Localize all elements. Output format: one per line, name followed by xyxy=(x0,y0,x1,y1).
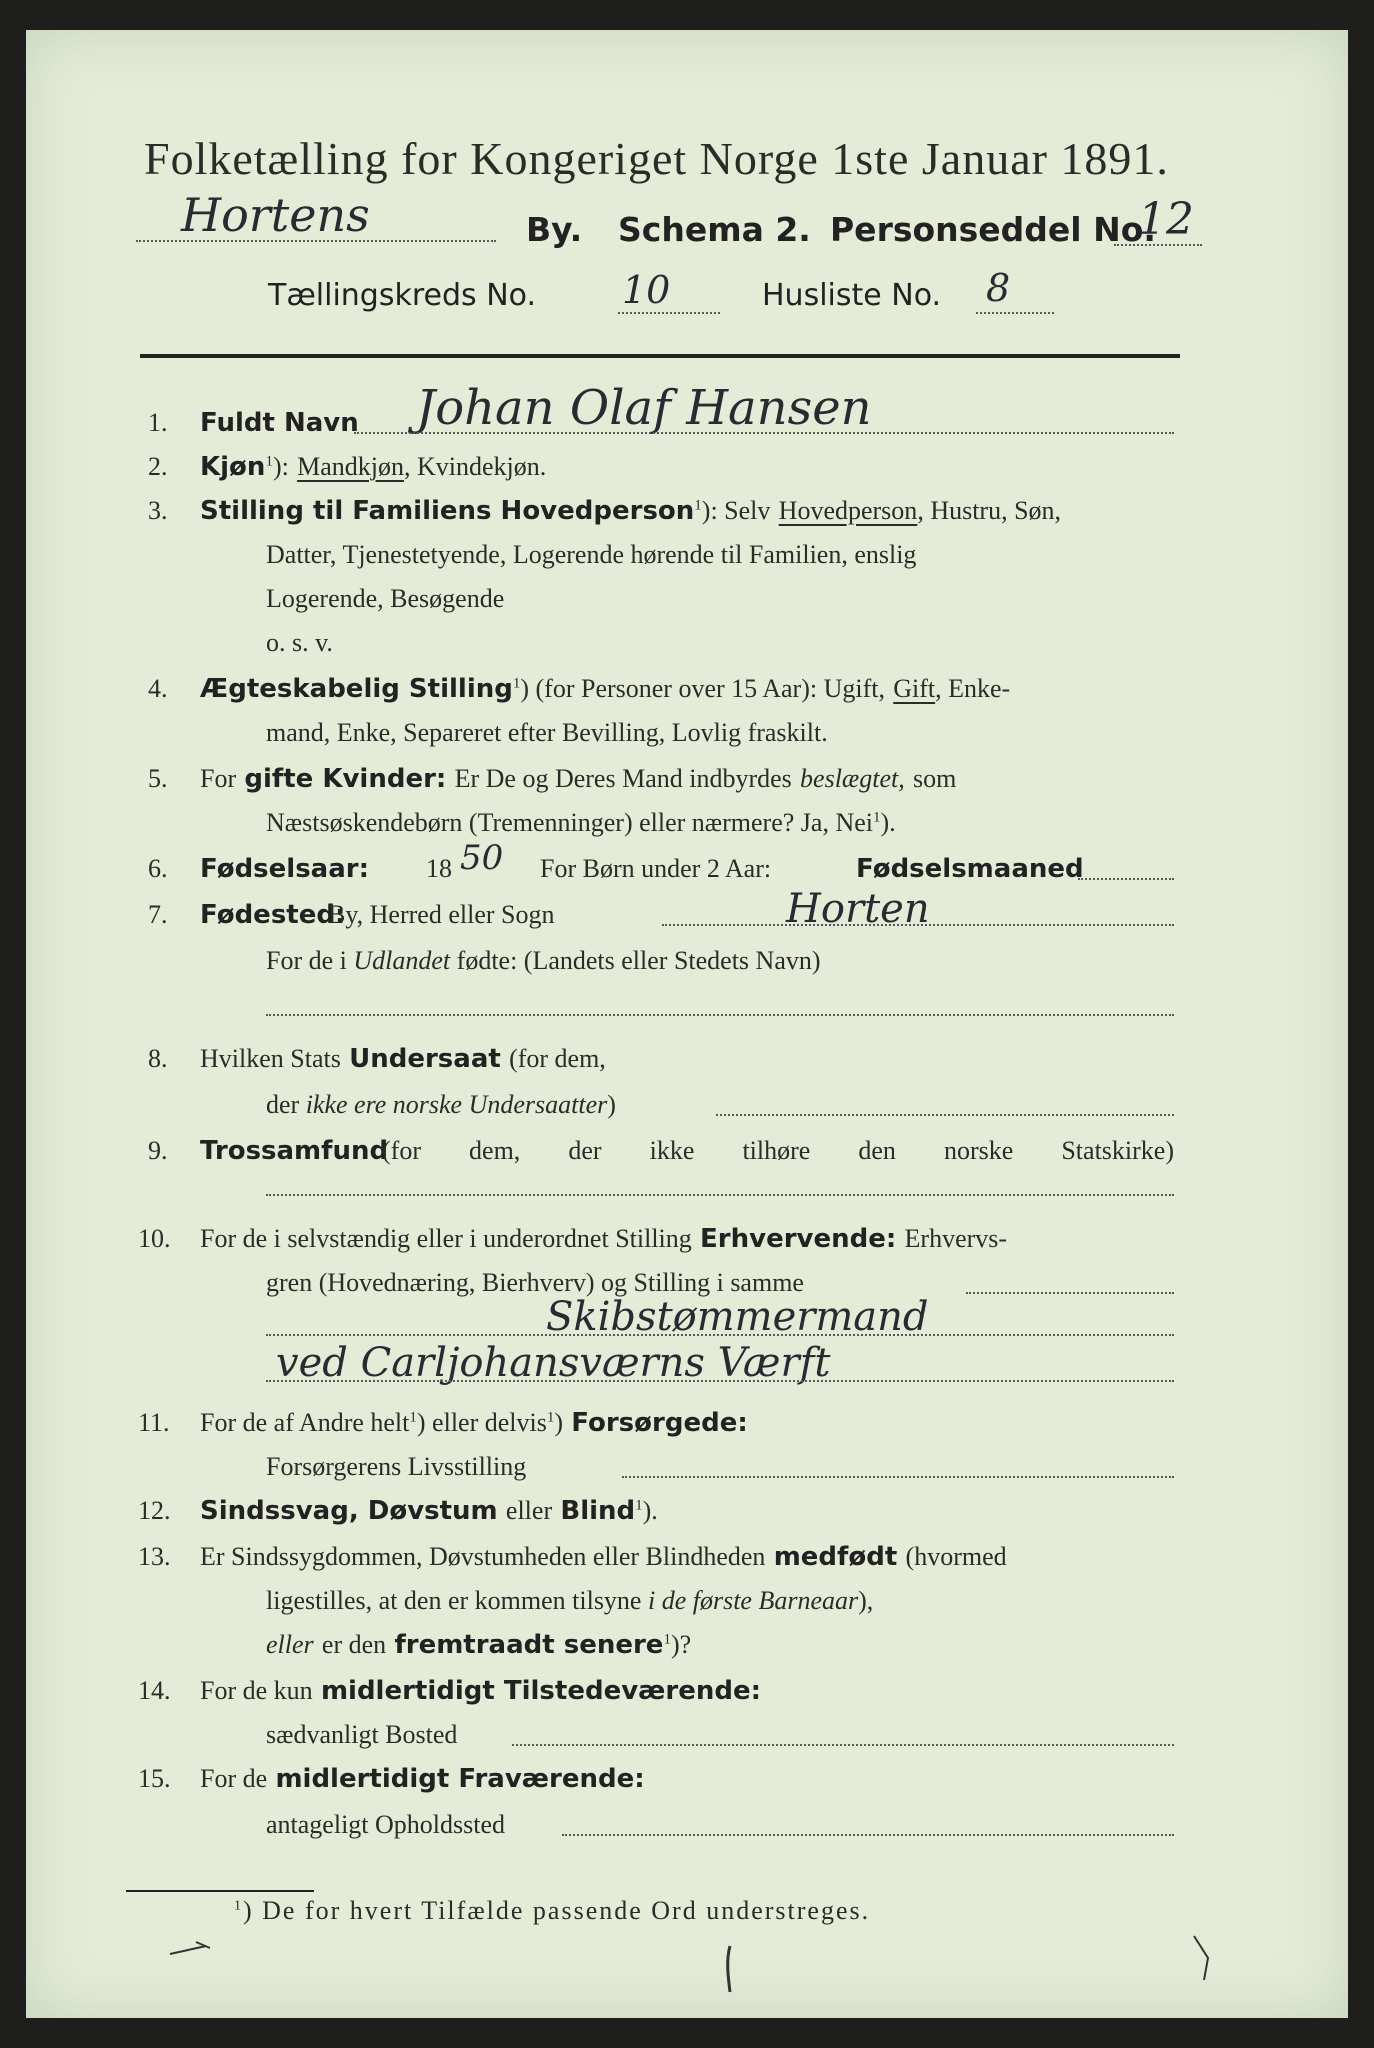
forsorgede-dotted-line xyxy=(622,1476,1174,1478)
tilstede-dotted-line xyxy=(512,1744,1174,1746)
year-handwritten: 50 xyxy=(460,838,504,878)
header-rule xyxy=(140,354,1180,358)
fravaerende-dotted-line xyxy=(562,1834,1174,1836)
erhverv-dotted-line-3 xyxy=(266,1380,1174,1382)
udland-line xyxy=(266,946,821,976)
medfodt-italic: i de første Barneaar xyxy=(647,1586,859,1615)
husliste-label: Husliste No. xyxy=(762,278,942,313)
fodested-dotted-line xyxy=(662,924,1174,926)
fodselsmaaned-label: Fødselsmaaned xyxy=(856,854,1084,884)
erhverv-handwritten-2: ved Carljohansværns Værft xyxy=(276,1340,831,1386)
footnote-ref: 1 xyxy=(512,675,521,692)
udland-text: fødte: (Landets eller Stedets Navn) xyxy=(456,946,821,975)
schema-label: Schema 2. xyxy=(618,210,811,249)
gifte-label: gifte Kvinder: xyxy=(244,764,447,794)
pen-mark xyxy=(1186,1930,1226,1990)
fodested-label: Fødested: xyxy=(200,900,346,930)
sindssvag-end: ). xyxy=(642,1496,658,1525)
footnote xyxy=(234,1896,870,1926)
aegteskab-label: Ægteskabelig Stilling xyxy=(200,674,513,704)
forsorgede-line-2: Forsørgerens Livsstilling xyxy=(266,1452,527,1481)
tk-dotted-line xyxy=(618,312,720,314)
medfodt-end: )? xyxy=(670,1630,692,1659)
gifte-end: ). xyxy=(880,808,896,837)
medfodt-line-3 xyxy=(266,1630,691,1660)
medfodt-text: er den xyxy=(321,1630,387,1659)
census-form xyxy=(26,30,1348,2018)
medfodt-text: (hvormed xyxy=(905,1542,1007,1571)
undersaat-pre: Hvilken Stats xyxy=(200,1044,341,1073)
undersaat-line-2 xyxy=(266,1090,616,1120)
tilstede-line-1 xyxy=(200,1676,761,1706)
kjon-options: , Kvindekjøn. xyxy=(403,452,547,481)
udland-pre: For de i xyxy=(266,946,347,975)
fuldt-navn-label: Fuldt Navn xyxy=(200,408,359,438)
fodested-text: By, Herred eller Sogn xyxy=(328,900,555,929)
name-dotted-line xyxy=(354,432,1174,434)
item-number: 5. xyxy=(148,764,168,793)
item-number: 1. xyxy=(148,408,168,437)
tilstede-line-2: sædvanligt Bosted xyxy=(266,1720,458,1749)
stilling-option-underlined: Hovedperson xyxy=(778,496,918,525)
aegteskab-option-underlined: Gift xyxy=(893,674,936,703)
item-number: 12. xyxy=(138,1496,171,1525)
pen-mark xyxy=(166,1926,226,1966)
item-number: 9. xyxy=(148,1136,168,1165)
item-number: 10. xyxy=(138,1224,171,1253)
footnote-ref: 1 xyxy=(635,1497,643,1514)
trossamfund-dotted-line xyxy=(266,1194,1174,1196)
trossamfund-text: (for dem, der ikke tilhøre den norske Statskirke) xyxy=(382,1136,1174,1165)
forsorgede-text: ) xyxy=(554,1408,564,1437)
trossamfund-label: Trossamfund xyxy=(200,1136,389,1166)
gifte-line-2 xyxy=(266,808,896,838)
forsorgede-text: ) eller delvis xyxy=(416,1408,547,1437)
blind-label: Blind xyxy=(560,1496,636,1526)
place-dotted-line xyxy=(136,240,496,242)
gifte-text: som xyxy=(913,764,957,793)
footnote-ref: 1 xyxy=(873,809,881,826)
aegteskab-text: , Enke- xyxy=(935,674,1011,703)
footnote-text: ) De for hvert Tilfælde passende Ord understreges. xyxy=(243,1896,871,1925)
erhverv-dotted-line-2 xyxy=(266,1334,1174,1336)
stilling-line-3: Logerende, Besøgende xyxy=(266,584,505,613)
kjon-colon: ): xyxy=(272,452,289,481)
personseddel-label: Personseddel No. xyxy=(830,210,1156,249)
undersaat-label: Undersaat xyxy=(349,1044,501,1074)
tk-value: 10 xyxy=(622,268,671,312)
footnote-ref: 1 xyxy=(265,453,273,470)
stilling-line-2: Datter, Tjenestetyende, Logerende hørende til Familien, enslig xyxy=(266,540,917,569)
erhverv-text: Erhvervs- xyxy=(904,1224,1008,1253)
undersaat-der: der xyxy=(266,1090,300,1119)
by-label: By. xyxy=(526,210,583,249)
stilling-label: Stilling til Familiens Hovedperson xyxy=(200,496,695,526)
undersaat-text: (for dem, xyxy=(509,1044,606,1073)
sindssvag-line xyxy=(200,1496,658,1526)
erhverv-line-2: gren (Hovednæring, Bierhverv) og Stilling i samme xyxy=(266,1268,804,1297)
medfodt-line-2 xyxy=(266,1586,873,1616)
fravaerende-label: midlertidigt Fraværende: xyxy=(275,1764,645,1794)
kjon-label: Kjøn xyxy=(200,452,266,482)
item-number: 4. xyxy=(148,674,168,703)
erhverv-handwritten-1: Skibstømmermand xyxy=(546,1294,929,1340)
erhverv-text: For de i selvstændig eller i underordnet Stilling xyxy=(200,1224,692,1253)
place-handwritten: Hortens xyxy=(181,188,370,242)
tilstede-pre: For de kun xyxy=(200,1676,313,1705)
sindssvag-eller: eller xyxy=(505,1496,553,1525)
medfodt-text: ), xyxy=(858,1586,874,1615)
medfodt-text: Er Sindssygdommen, Døvstumheden eller Blindheden xyxy=(200,1542,766,1571)
gifte-text: Er De og Deres Mand indbyrdes xyxy=(454,764,792,793)
undersaat-dotted-line xyxy=(716,1114,1174,1116)
name-handwritten: Johan Olaf Hansen xyxy=(416,380,872,436)
stilling-line-1 xyxy=(200,496,1061,526)
item-number: 7. xyxy=(148,900,168,929)
undersaat-italic: ikke ere norske Undersaatter xyxy=(305,1090,608,1119)
undersaat-end: ) xyxy=(607,1090,616,1119)
husliste-dotted-line xyxy=(976,312,1054,314)
kjon-option-underlined: Mandkjøn xyxy=(297,452,404,481)
personseddel-dotted-line xyxy=(1114,244,1202,246)
udland-italic: Udlandet xyxy=(353,946,451,975)
stilling-text: , Hustru, Søn, xyxy=(917,496,1062,525)
fravaerende-pre: For de xyxy=(200,1764,268,1793)
footnote-rule xyxy=(126,1890,314,1892)
undersaat-line-1 xyxy=(200,1044,606,1074)
fodested-handwritten: Horten xyxy=(786,886,930,932)
erhverv-line-1 xyxy=(200,1224,1007,1254)
form-title: Folketælling for Kongeriget Norge 1ste Januar 1891. xyxy=(144,133,1169,184)
medfodt-line-1 xyxy=(200,1542,1007,1572)
gifte-line-1 xyxy=(200,764,956,794)
forsorgede-line-1 xyxy=(200,1408,748,1438)
erhverv-label: Erhvervende: xyxy=(700,1224,897,1254)
footnote-ref: 1 xyxy=(546,1409,555,1426)
footnote-ref: 1 xyxy=(663,1631,671,1648)
fodselsmaaned-dotted-line xyxy=(1078,878,1174,880)
medfodt-label: medfødt xyxy=(773,1542,898,1572)
fravaerende-line-1 xyxy=(200,1764,645,1794)
tilstede-label: midlertidigt Tilstedeværende: xyxy=(320,1676,762,1706)
item-number: 2. xyxy=(148,452,168,481)
item-number: 8. xyxy=(148,1044,168,1073)
kjon-line xyxy=(200,452,546,482)
stilling-text: ): Selv xyxy=(701,496,771,525)
item-number: 13. xyxy=(138,1542,171,1571)
erhverv-dotted-line-1 xyxy=(966,1292,1174,1294)
medfodt-text: ligestilles, at den er kommen tilsyne xyxy=(266,1586,642,1615)
fodselsaar-mid: For Børn under 2 Aar: xyxy=(540,854,772,883)
item-number: 15. xyxy=(138,1764,171,1793)
fodselsaar-label: Fødselsaar: xyxy=(200,854,369,884)
forsorgede-label: Forsørgede: xyxy=(571,1408,748,1438)
stilling-line-4: o. s. v. xyxy=(266,628,333,657)
aegteskab-text: ) (for Personer over 15 Aar): Ugift, xyxy=(520,674,885,703)
gifte-pre: For xyxy=(200,764,237,793)
footnote-ref: 1 xyxy=(234,1898,243,1914)
udland-dotted-line xyxy=(266,1014,1174,1016)
medfodt-eller: eller xyxy=(266,1630,314,1659)
item-number: 11. xyxy=(138,1408,170,1437)
forsorgede-text: For de af Andre helt xyxy=(200,1408,410,1437)
gifte-italic: beslægtet, xyxy=(800,764,905,793)
sindssvag-label: Sindssvag, Døvstum xyxy=(200,1496,498,1526)
footnote-ref: 1 xyxy=(694,497,702,514)
fremtraadt-label: fremtraadt senere xyxy=(394,1630,664,1660)
item-number: 3. xyxy=(148,496,168,525)
personseddel-value: 12 xyxy=(1138,194,1194,245)
husliste-value: 8 xyxy=(986,266,1011,310)
pen-mark xyxy=(716,1940,746,2000)
footnote-ref: 1 xyxy=(409,1409,417,1426)
year-prefix: 18 xyxy=(426,854,452,883)
gifte-question: Næstsøskendebørn (Tremenninger) eller nærmere? Ja, Nei xyxy=(266,808,873,837)
item-number: 6. xyxy=(148,854,168,883)
item-number: 14. xyxy=(138,1676,171,1705)
aegteskab-line-1 xyxy=(200,674,1010,704)
fravaerende-line-2: antageligt Opholdssted xyxy=(266,1810,506,1839)
aegteskab-line-2: mand, Enke, Separeret efter Bevilling, Lovlig fraskilt. xyxy=(266,718,828,747)
tk-label: Tællingskreds No. xyxy=(268,278,536,313)
